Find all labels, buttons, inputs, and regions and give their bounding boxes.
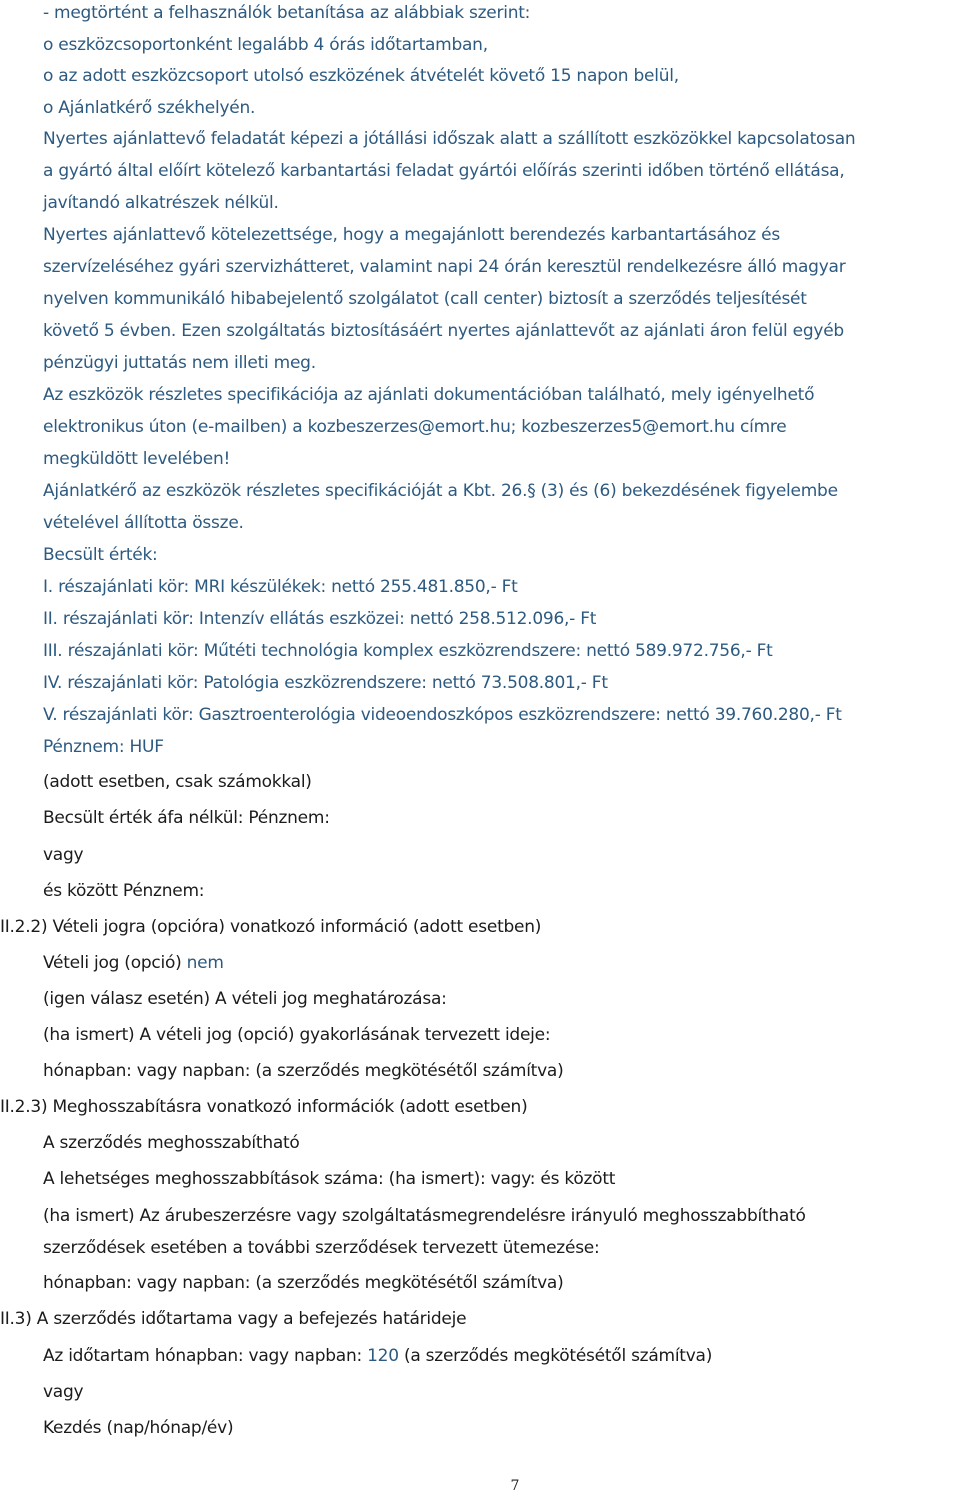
option-detail-line: (igen válasz esetén) A vételi jog meghatározása: bbox=[43, 989, 447, 1009]
estimated-value-part: I. részajánlati kör: MRI készülékek: nettó 255.481.850,- Ft bbox=[43, 577, 518, 597]
section-heading-2-3: II.3) A szerződés időtartama vagy a befejezés határideje bbox=[0, 1309, 467, 1329]
spec-line: elektronikus úton (e-mailben) a kozbeszerzes@emort.hu; kozbeszerzes5@emort.hu címre bbox=[43, 417, 787, 437]
intro-line: - megtörtént a felhasználók betanítása az alábbiak szerint: bbox=[43, 3, 531, 23]
warranty-line: javítandó alkatrészek nélkül. bbox=[43, 193, 279, 213]
form-line: Becsült érték áfa nélkül: Pénznem: bbox=[43, 808, 330, 828]
duration-value: 120 bbox=[367, 1346, 399, 1366]
extension-line: A szerződés meghosszabítható bbox=[43, 1133, 300, 1153]
intro-line: o Ajánlatkérő székhelyén. bbox=[43, 98, 256, 118]
warranty-line: Nyertes ajánlattevő feladatát képezi a jótállási időszak alatt a szállított eszközökkel kapcsolatosan bbox=[43, 129, 856, 149]
warranty-line: a gyártó által előírt kötelező karbantartási feladat gyártói előírás szerinti időben történő ellátása, bbox=[43, 161, 845, 181]
service-line: Nyertes ajánlattevő kötelezettsége, hogy a megajánlott berendezés karbantartásához és bbox=[43, 225, 780, 245]
service-line: követő 5 évben. Ezen szolgáltatás biztosításáért nyertes ajánlattevőt az ajánlati áron felül egyéb bbox=[43, 321, 844, 341]
extension-line: szerződések esetében a további szerződések tervezett ütemezése: bbox=[43, 1238, 600, 1258]
currency-line: Pénznem: HUF bbox=[43, 737, 164, 757]
spec-line: megküldött levelében! bbox=[43, 449, 231, 469]
option-detail-line: (ha ismert) A vételi jog (opció) gyakorlásának tervezett ideje: bbox=[43, 1025, 551, 1045]
service-line: pénzügyi juttatás nem illeti meg. bbox=[43, 353, 316, 373]
duration-alt-line: vagy bbox=[43, 1382, 84, 1402]
extension-line: hónapban: vagy napban: (a szerződés megkötésétől számítva) bbox=[43, 1273, 564, 1293]
form-line: vagy bbox=[43, 845, 84, 865]
duration-line bbox=[43, 1346, 712, 1366]
section-heading-2-2-3: II.2.3) Meghosszabításra vonatkozó információk (adott esetben) bbox=[0, 1097, 528, 1117]
page-number: 7 bbox=[510, 1478, 520, 1494]
section-heading-2-2-2: II.2.2) Vételi jogra (opcióra) vonatkozó információ (adott esetben) bbox=[0, 917, 542, 937]
option-label: Vételi jog (opció) bbox=[43, 953, 182, 973]
spec-line: Ajánlatkérő az eszközök részletes specifikációját a Kbt. 26.§ (3) és (6) bekezdésének figyelembe bbox=[43, 481, 838, 501]
form-line: és között Pénznem: bbox=[43, 881, 205, 901]
intro-line: o az adott eszközcsoport utolsó eszközének átvételét követő 15 napon belül, bbox=[43, 66, 679, 86]
start-date-line: Kezdés (nap/hónap/év) bbox=[43, 1418, 234, 1438]
option-detail-line: hónapban: vagy napban: (a szerződés megkötésétől számítva) bbox=[43, 1061, 564, 1081]
option-line bbox=[43, 953, 224, 973]
estimated-value-part: III. részajánlati kör: Műtéti technológia komplex eszközrendszere: nettó 589.972.756,- Ft bbox=[43, 641, 773, 661]
service-line: szervízeléséhez gyári szervizhátteret, valamint napi 24 órán keresztül rendelkezésre álló magyar bbox=[43, 257, 846, 277]
service-line: nyelven kommunikáló hibabejelentő szolgálatot (call center) biztosít a szerződés teljesítését bbox=[43, 289, 807, 309]
intro-line: o eszközcsoportonként legalább 4 órás időtartamban, bbox=[43, 35, 488, 55]
estimated-value-heading: Becsült érték: bbox=[43, 545, 158, 565]
duration-suffix: (a szerződés megkötésétől számítva) bbox=[403, 1346, 713, 1366]
form-line: (adott esetben, csak számokkal) bbox=[43, 772, 312, 792]
extension-line: A lehetséges meghosszabbítások száma: (ha ismert): vagy: és között bbox=[43, 1169, 616, 1189]
estimated-value-part: IV. részajánlati kör: Patológia eszközrendszere: nettó 73.508.801,- Ft bbox=[43, 673, 608, 693]
estimated-value-part: V. részajánlati kör: Gasztroenterológia videoendoszkópos eszközrendszere: nettó 39.760.280,- Ft bbox=[43, 705, 842, 725]
spec-line: Az eszközök részletes specifikációja az ajánlati dokumentációban található, mely igényelhető bbox=[43, 385, 815, 405]
estimated-value-part: II. részajánlati kör: Intenzív ellátás eszközei: nettó 258.512.096,- Ft bbox=[43, 609, 597, 629]
spec-line: vételével állította össze. bbox=[43, 513, 244, 533]
extension-line: (ha ismert) Az árubeszerzésre vagy szolgáltatásmegrendelésre irányuló meghosszabbítható bbox=[43, 1206, 806, 1226]
duration-prefix: Az időtartam hónapban: vagy napban: bbox=[43, 1346, 362, 1366]
option-value: nem bbox=[186, 953, 224, 973]
